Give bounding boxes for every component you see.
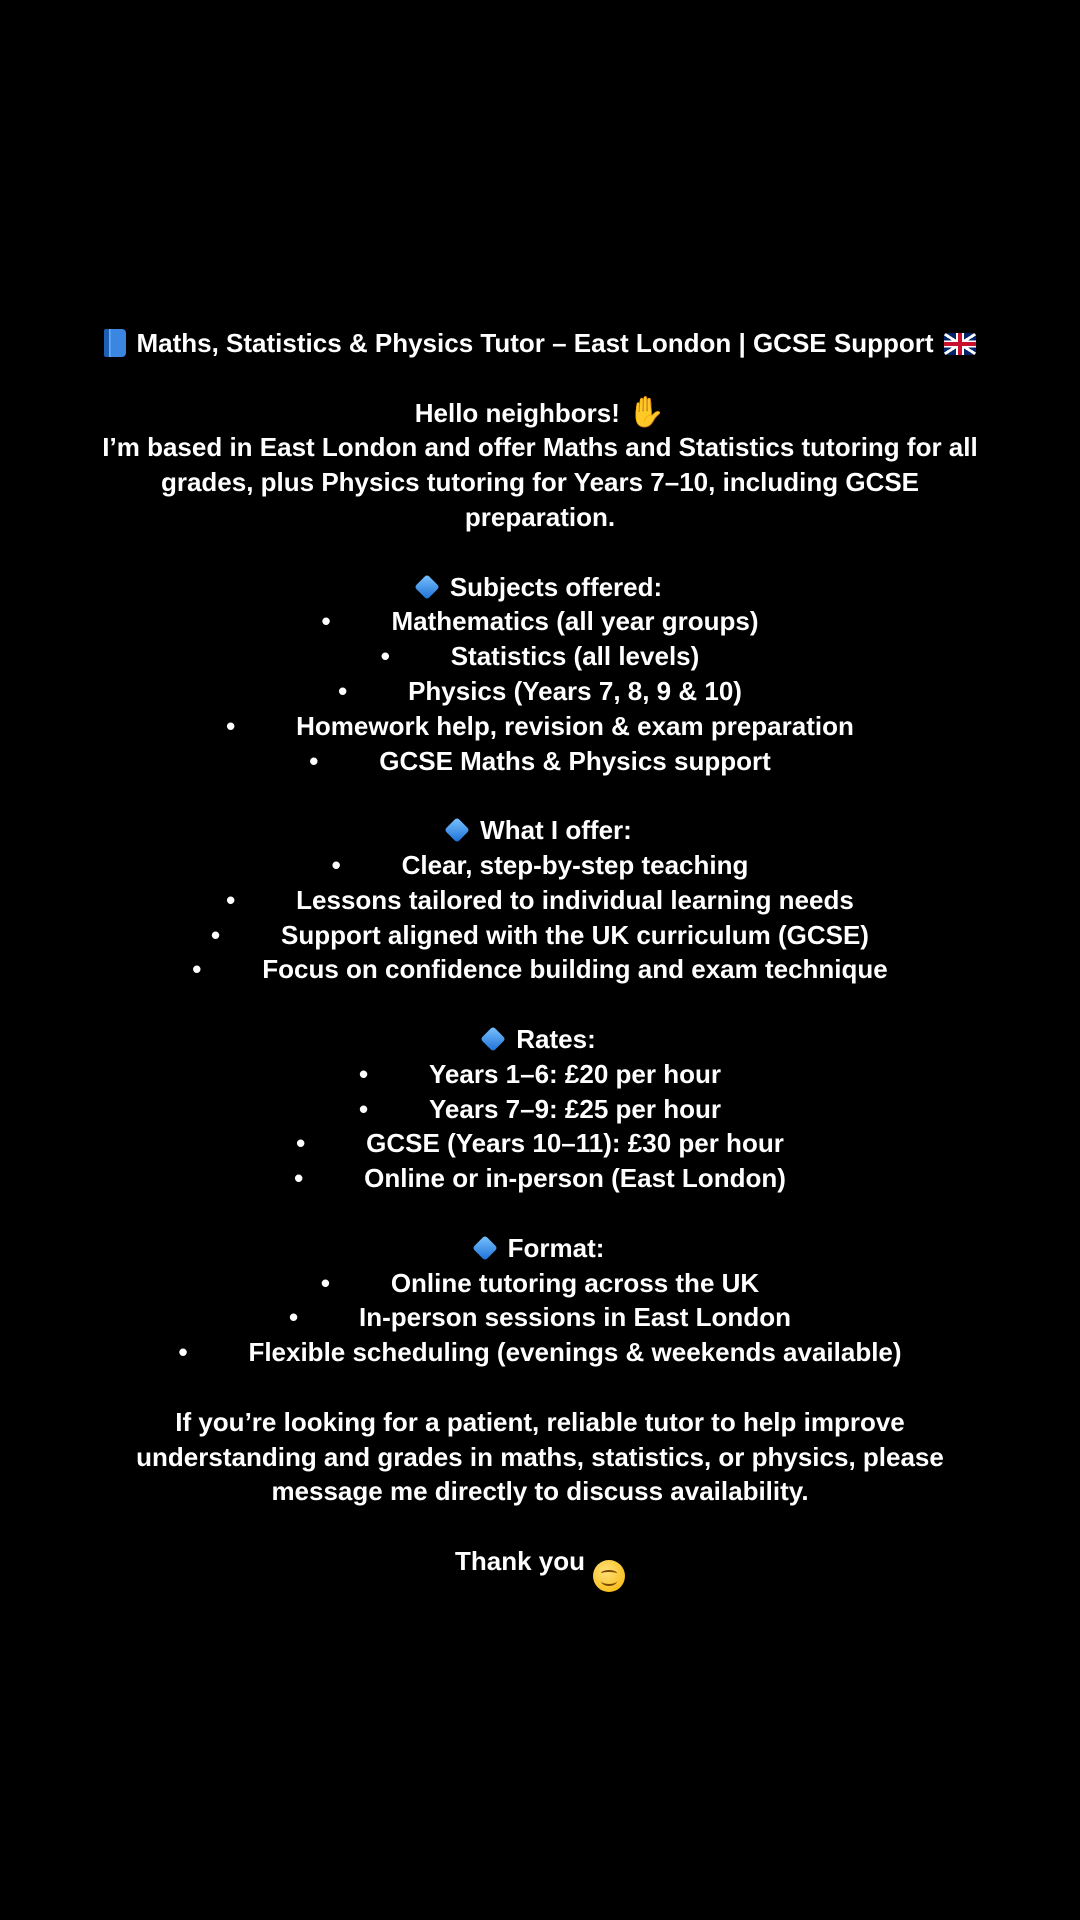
spacer bbox=[0, 361, 1080, 396]
blue-diamond-icon bbox=[414, 574, 439, 599]
list-item bbox=[0, 952, 1080, 987]
section-heading-text: What I offer: bbox=[480, 815, 632, 846]
bullet-marker: • bbox=[331, 849, 341, 880]
section-heading-text: Format: bbox=[507, 1232, 605, 1263]
closing-line: understanding and grades in maths, statistics, or physics, please bbox=[136, 1441, 944, 1472]
intro-line: preparation. bbox=[464, 501, 616, 532]
bullet-marker: • bbox=[321, 606, 331, 637]
bullet-marker: • bbox=[359, 1058, 369, 1089]
list-item bbox=[0, 1300, 1080, 1335]
list-item-text: Physics (Years 7, 8, 9 & 10) bbox=[408, 675, 742, 706]
list-item-text: Support aligned with the UK curriculum (GCSE) bbox=[281, 919, 869, 950]
list-item bbox=[0, 848, 1080, 883]
list-item bbox=[0, 1335, 1080, 1370]
list-item bbox=[0, 918, 1080, 953]
blue-diamond-icon bbox=[481, 1026, 506, 1051]
list-item bbox=[0, 604, 1080, 639]
post-title-text: Maths, Statistics & Physics Tutor – East London | GCSE Support bbox=[136, 328, 934, 358]
intro-line: grades, plus Physics tutoring for Years 7–10, including GCSE bbox=[160, 467, 920, 498]
post-text bbox=[0, 326, 1080, 1579]
spacer bbox=[0, 1370, 1080, 1405]
list-item-text: Years 1–6: £20 per hour bbox=[429, 1058, 721, 1089]
bullet-marker: • bbox=[320, 1267, 330, 1298]
blue-diamond-icon bbox=[472, 1235, 497, 1260]
closing-line: If you’re looking for a patient, reliable tutor to help improve bbox=[175, 1406, 905, 1437]
list-item bbox=[0, 1092, 1080, 1127]
smiling-face-icon bbox=[593, 1560, 625, 1592]
spacer bbox=[0, 535, 1080, 570]
section-heading-format bbox=[0, 1231, 1080, 1266]
uk-flag-icon bbox=[944, 333, 976, 355]
list-item bbox=[0, 709, 1080, 744]
list-item bbox=[0, 639, 1080, 674]
signoff-text: Thank you bbox=[454, 1545, 585, 1576]
section-heading-text: Rates: bbox=[516, 1023, 596, 1054]
closing-line: message me directly to discuss availability. bbox=[271, 1476, 809, 1507]
list-item-text: Statistics (all levels) bbox=[450, 641, 700, 672]
list-item bbox=[0, 1161, 1080, 1196]
spacer bbox=[0, 987, 1080, 1022]
bullet-marker: • bbox=[226, 884, 236, 915]
blue-diamond-icon bbox=[444, 817, 469, 842]
list-item bbox=[0, 674, 1080, 709]
list-item-text: In-person sessions in East London bbox=[359, 1302, 791, 1333]
list-item-text: Lessons tailored to individual learning needs bbox=[296, 884, 854, 915]
list-item-text: GCSE Maths & Physics support bbox=[379, 745, 771, 776]
section-heading-subjects bbox=[0, 570, 1080, 605]
list-item-text: Homework help, revision & exam preparation bbox=[296, 710, 854, 741]
post-title bbox=[0, 326, 1080, 361]
list-item-text: Online tutoring across the UK bbox=[390, 1267, 760, 1298]
bullet-marker: • bbox=[294, 1163, 304, 1194]
greeting-text: Hello neighbors! bbox=[414, 397, 620, 428]
bullet-marker: • bbox=[338, 675, 348, 706]
section-heading-text: Subjects offered: bbox=[449, 571, 663, 602]
spacer bbox=[0, 1509, 1080, 1544]
list-item bbox=[0, 1126, 1080, 1161]
greeting bbox=[0, 396, 1080, 431]
list-item-text: Years 7–9: £25 per hour bbox=[429, 1093, 721, 1124]
bullet-marker: • bbox=[211, 919, 221, 950]
list-item bbox=[0, 883, 1080, 918]
bullet-marker: • bbox=[359, 1093, 369, 1124]
list-item-text: Focus on confidence building and exam technique bbox=[262, 954, 888, 985]
list-item bbox=[0, 1266, 1080, 1301]
bullet-marker: • bbox=[289, 1302, 299, 1333]
list-item-text: Flexible scheduling (evenings & weekends available) bbox=[248, 1337, 902, 1368]
bullet-marker: • bbox=[380, 641, 390, 672]
bullet-marker: • bbox=[296, 1128, 306, 1159]
list-item-text: Clear, step-by-step teaching bbox=[401, 849, 749, 880]
list-item-text: Mathematics (all year groups) bbox=[391, 606, 759, 637]
list-item bbox=[0, 1057, 1080, 1092]
list-item-text: GCSE (Years 10–11): £30 per hour bbox=[366, 1128, 784, 1159]
section-heading-rates bbox=[0, 1022, 1080, 1057]
bullet-marker: • bbox=[226, 710, 236, 741]
section-heading-offer bbox=[0, 813, 1080, 848]
list-item-text: Online or in-person (East London) bbox=[364, 1163, 786, 1194]
blue-book-icon bbox=[104, 329, 126, 357]
spacer bbox=[0, 778, 1080, 813]
spacer bbox=[0, 1196, 1080, 1231]
bullet-marker: • bbox=[192, 954, 202, 985]
list-item bbox=[0, 744, 1080, 779]
waving-hand-icon: ✋ bbox=[627, 394, 666, 430]
bullet-marker: • bbox=[309, 745, 319, 776]
signoff bbox=[0, 1544, 1080, 1579]
bullet-marker: • bbox=[178, 1337, 188, 1368]
intro-line: I’m based in East London and offer Maths and Statistics tutoring for all bbox=[102, 432, 978, 463]
